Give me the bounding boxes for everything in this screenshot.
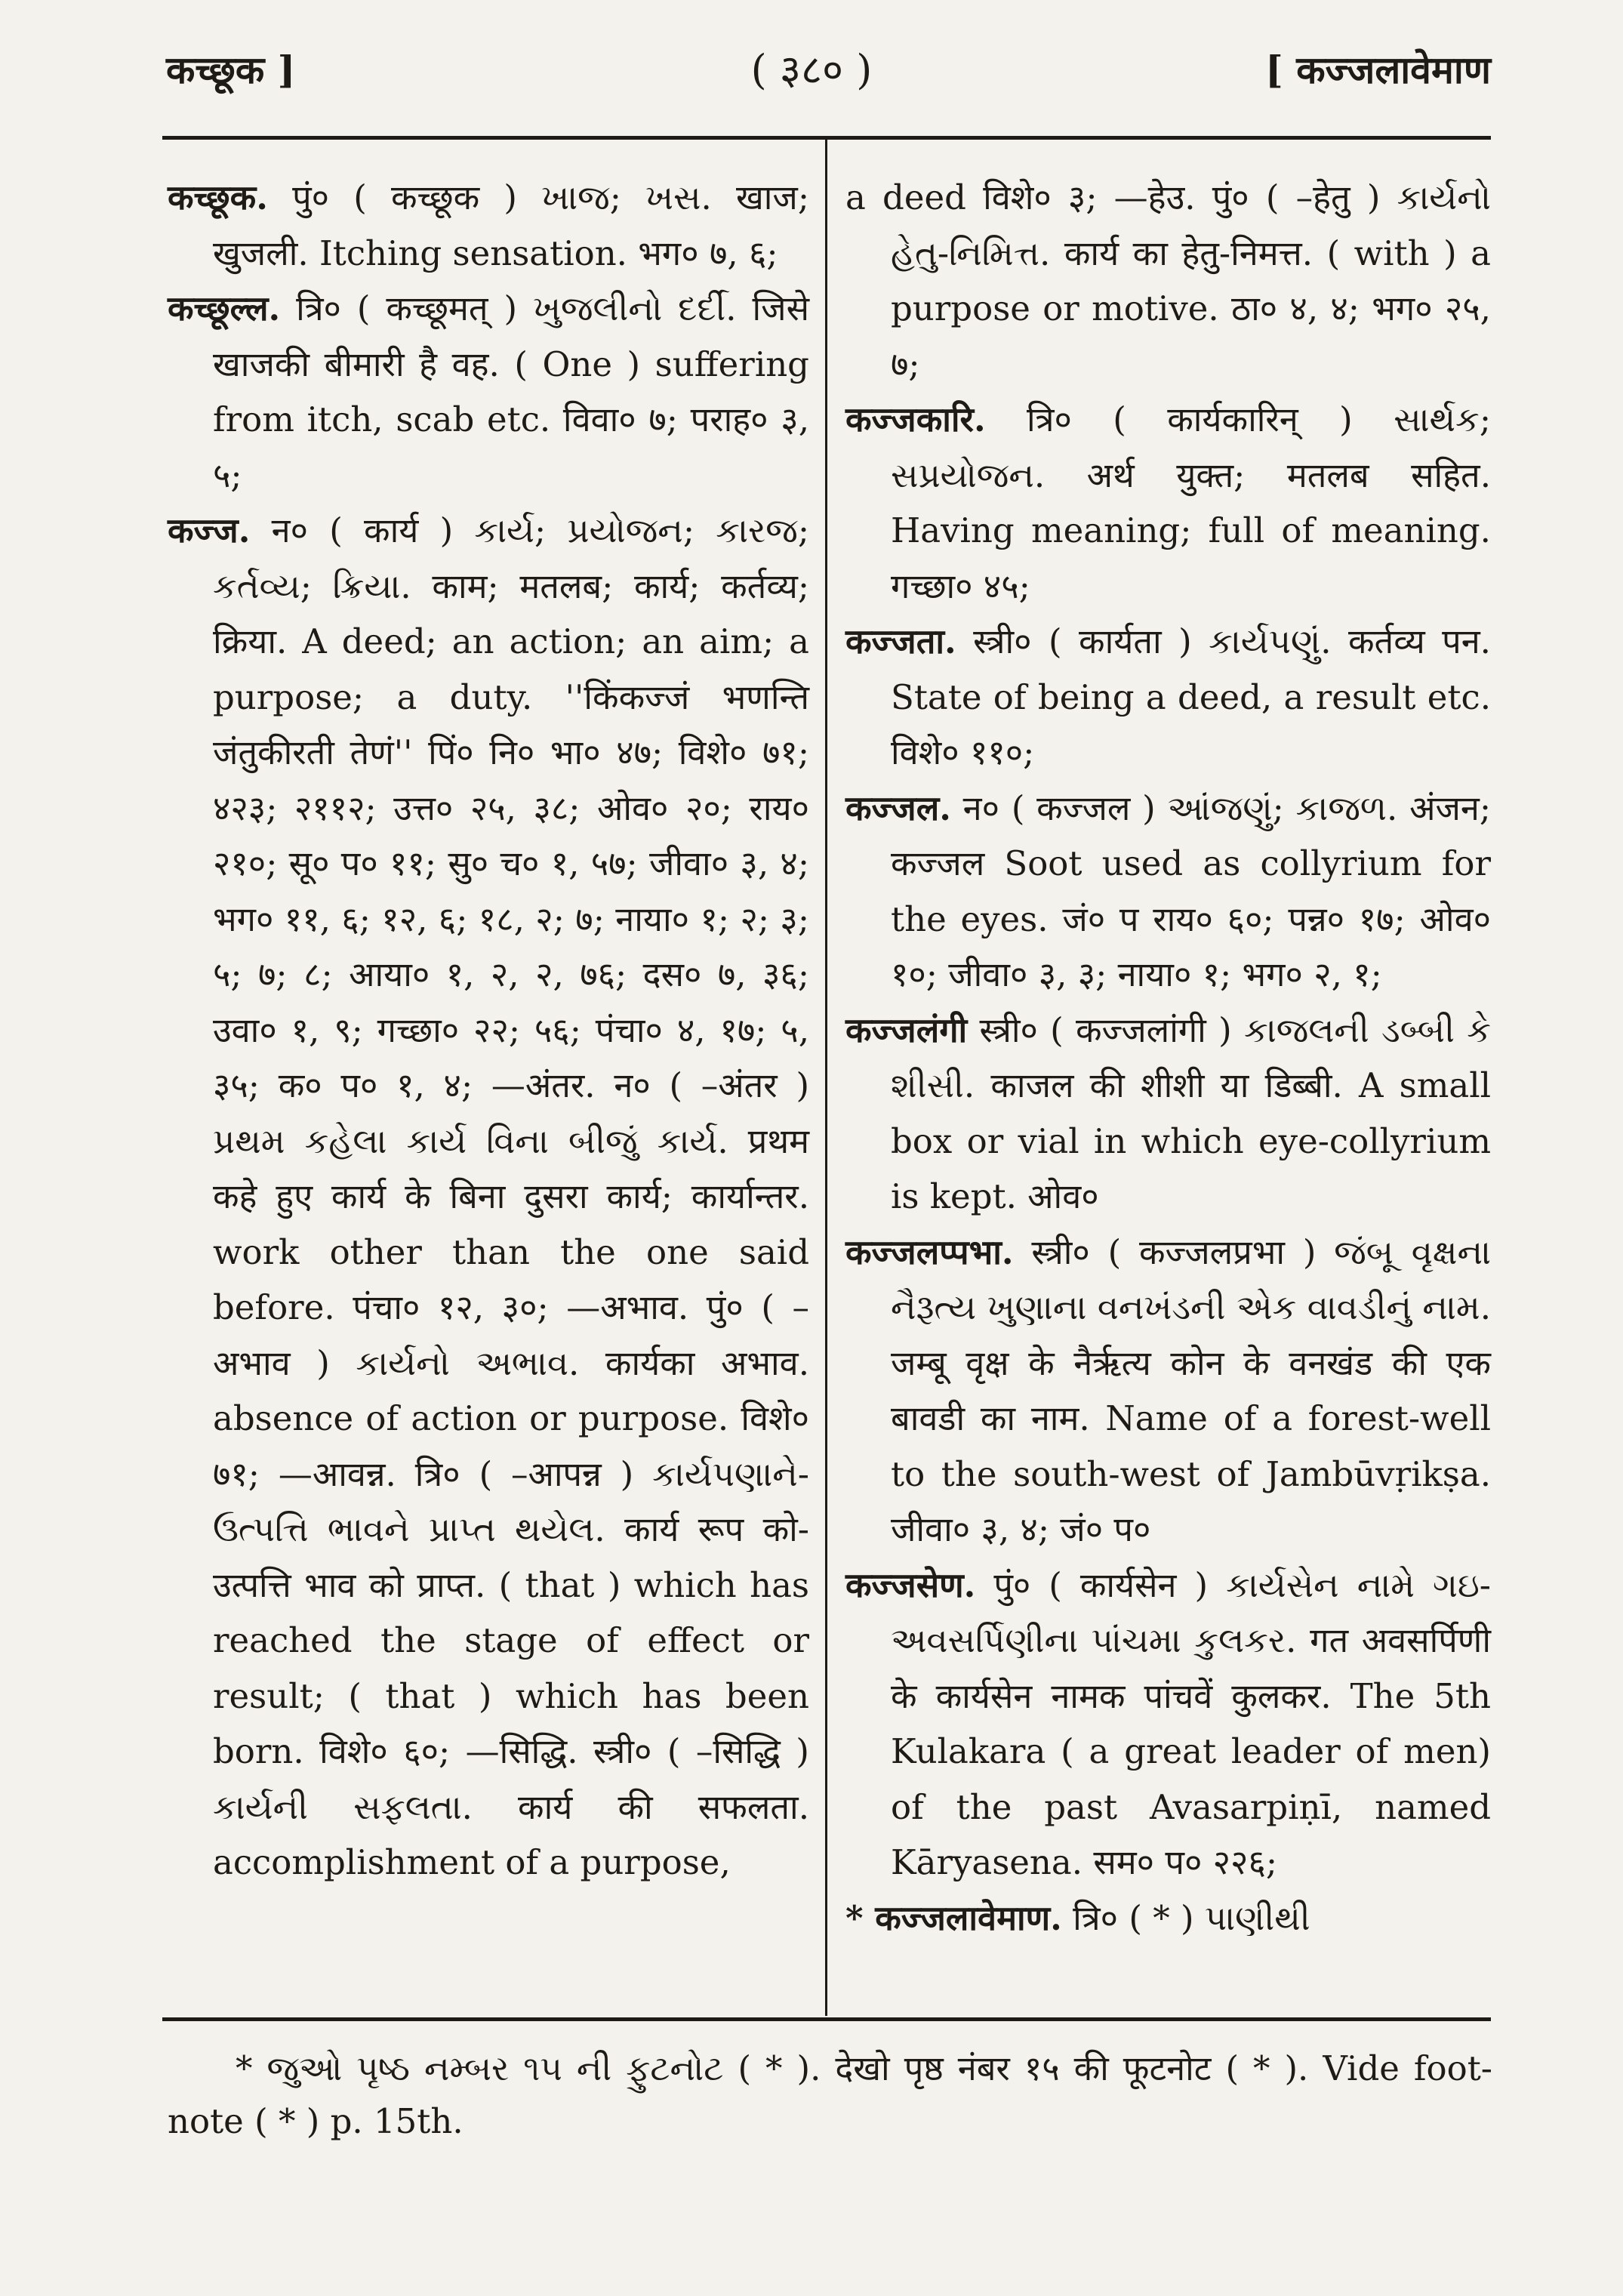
entry-headword: कज्जलप्पभा. [845, 1231, 1014, 1272]
entry-headword: कज्ज. [168, 510, 251, 550]
dictionary-entry [845, 1891, 1491, 1946]
entry-headword: कज्जकारि. [845, 399, 986, 439]
entry-headword: कच्छूक. [168, 177, 268, 217]
left-column [168, 170, 809, 1891]
entry-headword: कज्जता. [845, 621, 956, 661]
entry-body: स्त्री० ( कज्जलांगी ) કાજલની ડબ્બી કે શીસી. काजल की शीशी या डिब्बी. A small box or vial in which eye-collyrium is kept. ओव० [891, 1009, 1491, 1216]
entry-body: त्रि० ( कच्छूमत् ) ખુજલીનો દર્દી. जिसे खाजकी बीमारी है वह. ( One ) suffering from itch, scab etc. विवा० ७; पराह० ३, ५; [213, 288, 809, 495]
entry-body: पुं० ( कार्यसेन ) કાર્યસેન નામે ગઇ-અવસર્પિણીના પાંચમા કુલકર. गत अवसर्पिणी के कार्यसेन नामक पांचवें कुलकर. The 5th Kulakara ( a great leader of men) of the past Avasarpiṇī, named Kāryasena. सम० प० २२६; [891, 1564, 1491, 1882]
entry-headword: कज्जल. [845, 787, 951, 828]
dictionary-entry [845, 170, 1491, 392]
entry-body: त्रि० ( * ) પાણીથી [1073, 1897, 1310, 1938]
entry-body: स्त्री० ( कार्यता ) કાર્યપણું. कर्तव्य पन. State of being a deed, a result etc. विशे० ११०; [891, 621, 1491, 772]
dictionary-entry [845, 1225, 1491, 1558]
entry-body: न० ( कज्जल ) આંજણું; કાજળ. अंजन; कज्जल Soot used as collyrium for the eyes. जं० प राय० ६०; पन्न० १७; ओव० १०; जीवा० ३, ३; नाया० १; भग० २, १; [891, 787, 1491, 994]
dictionary-entry [168, 503, 809, 1891]
entry-headword: कज्जलंगी [845, 1009, 968, 1050]
entry-headword: कज्जसेण. [845, 1564, 976, 1605]
dictionary-entry [845, 614, 1491, 781]
entry-body: a deed विशे० ३; —हेउ. पुं० ( –हेतु ) કાર્યનો હેતુ-નિમિત્ત. कार्य का हेतु-निमत्त. ( with ) a purpose or motive. ठा० ४, ४; भग० २५, ७; [845, 177, 1491, 384]
dictionary-entry [845, 1558, 1491, 1891]
footnote-rule [162, 2017, 1491, 2021]
dictionary-entry [168, 281, 809, 503]
dictionary-entry [168, 170, 809, 281]
entry-body: पुं० ( कच्छूक ) ખાજ; ખસ. खाज; खुजली. Itching sensation. भग० ७, ६; [213, 177, 809, 273]
right-column [845, 170, 1491, 1946]
dictionary-entry [845, 392, 1491, 614]
header-right-guide-word: [ कज्जलावेमाण [1265, 48, 1491, 92]
page-number: ( ३८० ) [750, 46, 873, 94]
column-divider [825, 140, 827, 2016]
entry-body: त्रि० ( कार्यकारिन् ) સાર્થક; સપ્રયોજન. अर्थ युक्त; मतलब सहित. Having meaning; full of meaning. गच्छा० ४५; [891, 399, 1491, 606]
footnote: * જુઓ પૃષ્ઠ નમ્બર ૧૫ ની ફુટનોટ ( * ). देखो पृष्ठ नंबर १५ की फूटनोट ( * ). Vide foot-note ( * ) p. 15th. [168, 2048, 1492, 2141]
dictionary-entry [845, 1003, 1491, 1225]
header-left-guide-word: कच्छूक ] [166, 48, 296, 92]
dictionary-entry [845, 781, 1491, 1003]
entry-body: न० ( कार्य ) કાર્ય; પ્રયોજન; કારજ; કર્તવ્ય; ક્રિયા. काम; मतलब; कार्य; कर्तव्य; क्रिया. A deed; an action; an aim; a purpose; a duty. ''किंकज्जं भणन्ति जंतुकीरती तेणं'' पिं० नि० भा० ४७; विशे० ७१; ४२३; २११२; उत्त० २५, ३८; ओव० २०; राय० २१०; सू० प० ११; सु० च० १, ५७; जीवा० ३, ४; भग० ११, ६; १२, ६; १८, २; ७; नाया० १; २; ३; ५; ७; ८; आया० १, २, २, ७६; दस० ७, ३६; उवा० १, ९; गच्छा० २२; ५६; पंचा० ४, १७; ५, ३५; क० प० १, ४; —अंतर. न० ( –अंतर ) પ્રથમ કહેલા કાર્ય વિના બીજું કાર્ય. प्रथम कहे हुए कार्य के बिना दुसरा कार्य; कार्यान्तर. work other than the one said before. पंचा० १२, ३०; —अभाव. पुं० ( –अभाव ) કાર્યનો અભાવ. कार्यका अभाव. absence of action or purpose. विशे० ७१; —आवन्न. त्रि० ( –आपन्न ) કાર્યપણાને-ઉત્પત્તિ ભાવને પ્રાપ્ત થયેલ. कार्य रूप को-उत्पत्ति भाव को प्राप्त. ( that ) which has reached the stage of effect or result; ( that ) which has been born. विशे० ६०; —सिद्धि. स्त्री० ( –सिद्धि ) કાર્યની સફલતા. कार्य की सफलता. accomplishment of a purpose, [213, 510, 810, 1882]
entry-body: स्त्री० ( कज्जलप्रभा ) જંબૂ વૃક્ષના નૈરૂત્ય ખુણાના વનખંડની એક વાવડીનું નામ. जम्बू वृक्ष के नैर्ऋत्य कोन के वनखंड की एक बावडी का नाम. Name of a forest-well to the south-west of Jambūvṛikṣa. जीवा० ३, ४; जं० प० [891, 1231, 1491, 1549]
entry-headword: * कज्जलावेमाण. [845, 1897, 1062, 1938]
entry-headword: कच्छूल्ल. [168, 288, 281, 328]
